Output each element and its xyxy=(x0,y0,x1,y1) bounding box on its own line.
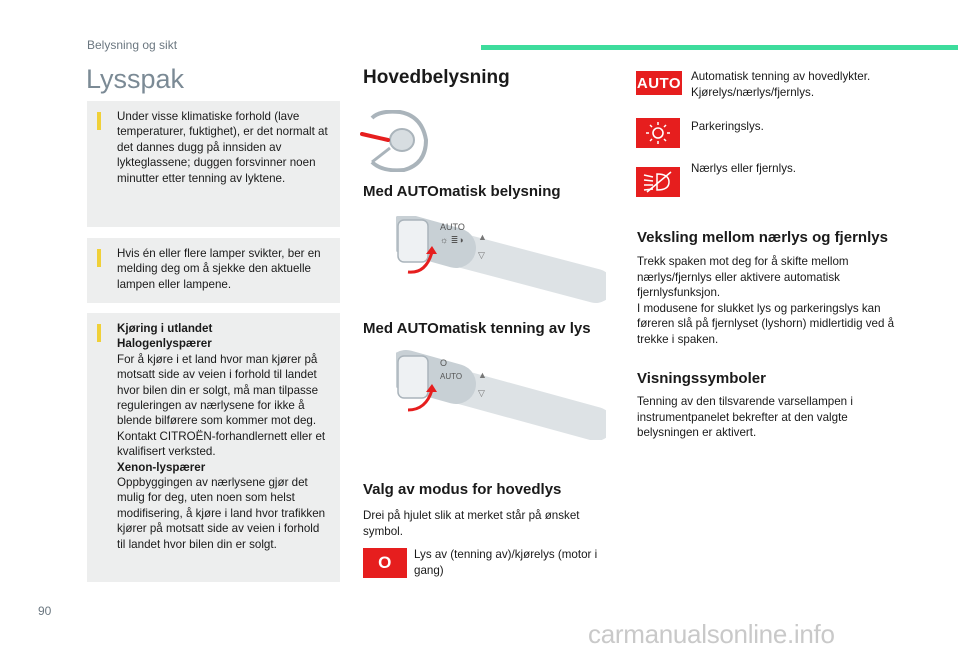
note-text: For å kjøre i et land hvor man kjører på motsatt side av veien i forhold til landet hvor bilen din er solgt, må man tilpasse reguleringen av nærlysene for ikke å blende bilførere som kommer mot deg. Kontakt CITROËN-forhandlernett eller et kvalifisert verksted. xyxy=(117,352,326,459)
stalk-illustration-auto xyxy=(396,216,606,311)
beam-switch-text: Trekk spaken mot deg for å skifte mellom nærlys/fjernlys eller aktivere automatisk fjernlysfunksjon. I modusene for slukket lys og parkeringslys kan føreren slå på fjernlyset (lyshorn) midlertidig ved å trekke i spaken. xyxy=(637,255,895,346)
note-text: Hvis én eller flere lamper svikter, ber en melding deg om å sjekke den aktuelle lampen eller lampene. xyxy=(117,247,321,291)
subtitle-display-symbols: Visningssymboler xyxy=(637,370,766,387)
lights-off-text: Lys av (tenning av)/kjørelys (motor i gang) xyxy=(414,548,598,577)
svg-text:▲: ▲ xyxy=(478,232,487,242)
stalk-label-o: O xyxy=(440,358,448,368)
subtitle-auto-lights-on: Med AUTOmatisk tenning av lys xyxy=(363,320,591,337)
note-marker-icon xyxy=(97,112,101,130)
header-accent-rule xyxy=(481,45,958,50)
page-number: 90 xyxy=(38,604,52,618)
display-symbols-text: Tenning av den tilsvarende varsellampen i instrumentpanelet bekrefter at den valgte belysningen er aktivert. xyxy=(637,395,853,440)
note-marker-icon xyxy=(97,249,101,267)
svg-text:▽: ▽ xyxy=(478,388,485,398)
watermark: carmanualsonline.info xyxy=(588,619,835,649)
svg-text:▽: ▽ xyxy=(478,250,485,260)
note-marker-icon xyxy=(97,324,101,342)
svg-text:▲: ▲ xyxy=(478,370,487,380)
note-heading: Kjøring i utlandet xyxy=(117,322,213,335)
beam-lights-text: Nærlys eller fjernlys. xyxy=(691,162,797,175)
note-text: Oppbyggingen av nærlysene gjør det mulig for deg, uten noen som helst modifisering, å kjøre i land hvor trafikken kjører på motsatt side av veien i forhold til landet hvor bilen din er solgt. xyxy=(117,476,326,551)
section-title-hovedbelysning: Hovedbelysning xyxy=(363,67,510,88)
note-text: Under visse klimatiske forhold (lave temperaturer, fuktighet), er det normalt at det dannes dugg på innsiden av lykteglassene; duggen forsvinner noen minutter etter tenning av lyktene. xyxy=(117,110,328,185)
parking-lights-text: Parkeringslys. xyxy=(691,120,764,133)
svg-text:☼ ≣◑: ☼ ≣◑ xyxy=(440,235,464,245)
parking-lights-icon xyxy=(636,118,680,148)
stalk-label-auto: AUTO xyxy=(440,372,463,381)
lights-off-symbol-icon: O xyxy=(363,548,407,578)
note-heading: Halogenlyspærer xyxy=(117,337,212,351)
steering-wheel-illustration xyxy=(360,110,430,177)
beam-lights-icon xyxy=(636,167,680,197)
running-head: Belysning og sikt xyxy=(87,38,178,52)
subtitle-mode-selection: Valg av modus for hovedlys xyxy=(363,481,562,498)
subtitle-beam-switch: Veksling mellom nærlys og fjernlys xyxy=(637,229,888,246)
stalk-label-auto: AUTO xyxy=(440,222,465,232)
auto-symbol-icon: AUTO xyxy=(636,71,682,95)
note-condensation xyxy=(87,101,340,227)
section-title-lysspak: Lysspak xyxy=(86,64,185,94)
stalk-illustration-auto-on xyxy=(396,350,606,445)
note-driving-abroad xyxy=(87,313,340,582)
note-heading: Xenon-lyspærer xyxy=(117,460,206,474)
subtitle-auto-lighting: Med AUTOmatisk belysning xyxy=(363,183,561,200)
auto-symbol-text: Automatisk tenning av hovedlykter. Kjørelys/nærlys/fjernlys. xyxy=(691,70,871,99)
mode-selection-text: Drei på hjulet slik at merket står på ønsket symbol. xyxy=(363,509,580,538)
note-lamp-failure xyxy=(87,238,340,303)
